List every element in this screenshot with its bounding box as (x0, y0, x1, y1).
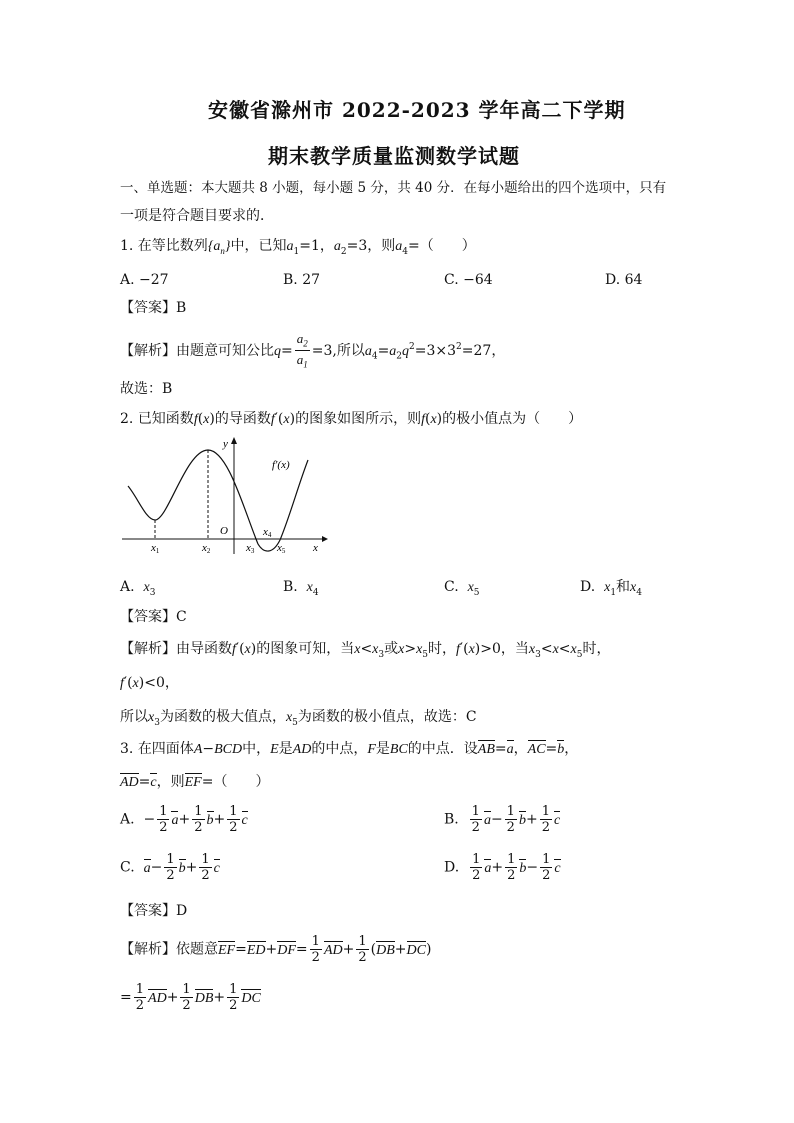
derivative-graph (118, 436, 330, 558)
label-x3: x3 (246, 542, 255, 555)
label-origin: O (220, 525, 228, 537)
label-x-axis: x (313, 542, 318, 554)
label-fprime: f'(x) (272, 459, 290, 471)
question-3-option-d: D. $\frac{1}{2}$ a+ $\frac{1}{2}$ b− $\frac{1}{2}$ c (444, 852, 561, 883)
title-line-2: 期末教学质量监测数学试题 (268, 144, 520, 168)
question-2-stem: 2. 已知函数f(x)的导函数f′(x)的图象如图所示，则f(x)的极小值点为（ ） (120, 411, 583, 427)
question-3-option-c: C. a− $\frac{1}{2}$ b+ $\frac{1}{2}$ c (120, 852, 220, 883)
question-1-stem: 1. 在等比数列$\{a_n\}$中，已知$a_1=1$，$a_2=3$，则$a_4=$（ ） (120, 238, 476, 257)
question-1-option-c: C. −64 (444, 272, 493, 288)
question-3-stem-line-2: AD=c，则EF=（ ） (120, 774, 270, 790)
question-2-analysis-line-3: 所以$x_3$为函数的极大值点，$x_5$为函数的极小值点，故选：C (120, 709, 477, 728)
question-2-option-d: D. $x_1$和$x_4$ (580, 579, 642, 598)
question-1-answer: 【答案】B (120, 300, 187, 316)
section-header-line-1: 一、单选题：本大题共 8 小题，每小题 5 分，共 40 分．在每小题给出的四个选项中，只有 (120, 180, 667, 196)
label-x4: x4 (263, 526, 272, 539)
label-y: y (223, 438, 228, 450)
question-3-analysis-line-2: = $\frac{1}{2}$ AD+ $\frac{1}{2}$ DB+ $\frac{1}{2}$ DC (120, 982, 261, 1013)
question-2-answer: 【答案】C (120, 609, 187, 625)
title-line-1: 安徽省滁州市 2022-2023 学年高二下学期 (208, 98, 626, 122)
question-2-option-a: A. $x_3$ (120, 579, 156, 598)
x-axis-arrow (322, 536, 328, 542)
question-3-option-b: B. $\frac{1}{2}$ a− $\frac{1}{2}$ b+ $\frac{1}{2}$ c (444, 804, 561, 835)
question-2-analysis-line-1: 【解析】由导函数f′(x)的图象可知，当$x<x_3$或$x>x_5$时，f′(x)>0，当$x_3<x<x_5$时， (120, 641, 611, 660)
label-x1: x1 (151, 542, 160, 555)
question-3-analysis-line-1: 【解析】依题意EF=ED+DF= $\frac{1}{2}$ AD+ $\frac{1}{2}$ (DB+DC) (120, 934, 432, 965)
question-2-option-b: B. $x_4$ (283, 579, 319, 598)
question-2-option-c: C. $x_5$ (444, 579, 480, 598)
question-1-option-b: B. 27 (283, 272, 321, 288)
question-3-answer: 【答案】D (120, 903, 188, 919)
question-3-option-a: A. − $\frac{1}{2}$ a+ $\frac{1}{2}$ b+ $\frac{1}{2}$ c (120, 804, 248, 835)
label-x5: x5 (277, 542, 286, 555)
question-1-conclusion: 故选：B (120, 381, 173, 397)
question-2-analysis-line-2: f′(x)<0， (120, 675, 179, 691)
question-3-stem-line-1: 3. 在四面体A−BCD中，E是AD的中点，F是BC的中点．设AB=a，AC=b， (120, 741, 579, 757)
y-axis-arrow (231, 437, 237, 444)
section-header-line-2: 一项是符合题目要求的． (120, 208, 274, 224)
question-1-option-d: D. 64 (605, 272, 643, 288)
question-1-option-a: A. −27 (120, 272, 169, 288)
label-x2: x2 (202, 542, 211, 555)
question-1-analysis: 【解析】由题意可知公比q= $\frac{a_2}{a_1}$ =3,所以$a_4=a_2q^2=3\times 3^2=27$， (120, 331, 506, 370)
